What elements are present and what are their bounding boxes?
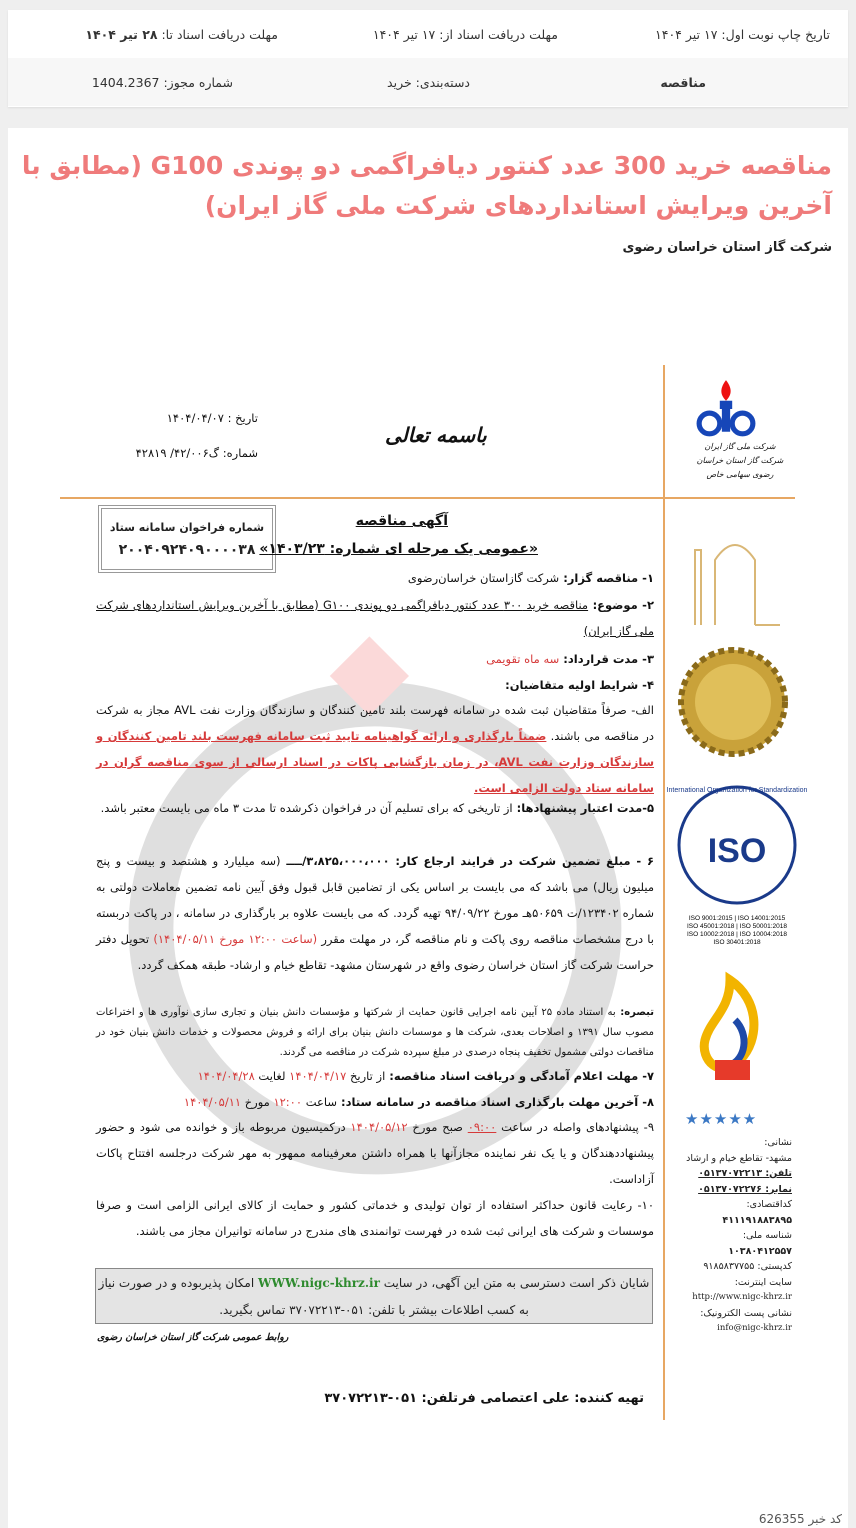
item-4-label: ۴- شرایط اولیه متقاضیان: (505, 678, 654, 692)
svg-text:ISO 9001:2015 | ISO 14001:2015: ISO 9001:2015 | ISO 14001:2015 (688, 915, 786, 922)
item-5 (96, 795, 654, 821)
date: ۱۴۰۴/۰۵/۱۱ (183, 1095, 242, 1109)
news-code: کد خبر 626355 (758, 1512, 842, 1526)
svg-text:International Organization for: International Organization for Standardization (666, 787, 808, 794)
national-id: ۱۰۳۸۰۴۱۲۵۵۷ (728, 1245, 792, 1257)
svg-text:ISO: ISO (707, 832, 767, 870)
company-name: شرکت گاز استان خراسان رضوی (622, 240, 832, 255)
time: ۰۹:۰۰ (467, 1120, 497, 1134)
setad-call-number-box (98, 505, 276, 573)
item-label: ۱- مناقصه گزار: (559, 571, 654, 585)
page-title: مناقصه خرید 300 عدد کنتور دیافراگمی دو پوندی G100 (مطابق با آخرین ویرایش استانداردهای شرکت ملی گاز ایران) (21, 151, 832, 220)
note-text: امکان پذیربوده و در صورت نیاز به کسب اطلاعات بیشتر با تلفن: ۰۵۱-۳۷۰۷۲۲۱۳ تماس بگیرید. (98, 1276, 529, 1317)
item-text: مورخ (241, 1095, 274, 1109)
item-label: ۶ - مبلغ تضمین شرکت در فرایند ارجاع کار: ۳،۸۲۵،۰۰۰،۰۰۰/ــــ (280, 854, 655, 868)
item-text: درکمیسیون مربوطه باز و خوانده می شود و حضور پیشنهاددهندگان و یا یک نفر نماینده مجازآنها با همراه داشتن معرفینامه ممهور به مهر شرکت درجلسه افتتاح پاکات آزاداست. (96, 1120, 654, 1186)
public-relations: روابط عمومی شرکت گاز استان خراسان رضوی (97, 1332, 289, 1343)
item-label: ۳- مدت قرارداد: (559, 652, 654, 666)
national-id-label: شناسه ملی: (742, 1230, 792, 1241)
shrine-icon (685, 520, 785, 630)
receive-to (85, 27, 278, 42)
category: دسته‌بندی: خرید (387, 74, 470, 90)
item-label: ۵-مدت اعتبار پیشنهادها: (512, 801, 654, 815)
preparer: تهیه کننده: علی اعتصامی فر (459, 1391, 644, 1406)
doc-date: تاریخ : ۱۴۰۴/۰۴/۰۷ (166, 411, 258, 425)
item-6 (96, 848, 654, 978)
item-label: ۸- آخرین مهلت بارگذاری اسناد مناقصه در سامانه ستاد: (337, 1095, 654, 1109)
tender-info-card (8, 10, 848, 107)
item-text: سه ماه تقویمی (486, 652, 560, 666)
receive-to-label: مهلت دریافت اسناد تا: (157, 26, 278, 42)
iso-badge-icon (666, 770, 808, 955)
time: ۱۲:۰۰ (273, 1095, 303, 1109)
address: مشهد- تقاطع خیام و ارشاد (686, 1152, 792, 1164)
economic-code: ۴۱۱۱۹۱۸۸۳۸۹۵ (722, 1214, 792, 1226)
item-deadline: (ساعت ۱۲:۰۰ مورخ ۱۴۰۴/۰۵/۱۱) (153, 932, 318, 946)
nigc-logo-icon (695, 378, 757, 440)
item-1 (96, 565, 654, 591)
fax: نمابر: ۰۵۱۳۷۰۷۲۲۷۶ (698, 1183, 792, 1195)
item-text: شرکت گازاستان خراسان‌رضوی (407, 571, 560, 585)
info-row-meta (8, 58, 848, 106)
item-text: صبح مورخ (407, 1120, 468, 1134)
item-text: ۹- پیشنهادهای واصله در ساعت (496, 1120, 655, 1134)
svg-text:ISO 10002:2018 | ISO 10004:201: ISO 10002:2018 | ISO 10004:2018 (687, 931, 787, 938)
doc-heading-number: «عمومی یک مرحله ای شماره: ۱۴۰۳/۲۳» (259, 541, 538, 557)
economic-code-label: کداقتصادی: (746, 1199, 792, 1210)
item-text: (سه میلیارد و هشتصد و بیست و پنج میلیون ریال) می باشد که می بایست بر اساس یکی از تضامین قابل قبول وفق آیین نامه تضمین معاملات دولتی به شماره ۱۲۳۴۰۲/ت ۵۰۶۵۹هـ مورخ ۹۴/۰۹/۲۲ تهیه گردد. که می بایست علاوه بر بارگذاری در سامانه ، در پاکت دربسته با درج مشخصات مناقصه روی پاکت و نام مناقصه گر، در مهلت مقرر (96, 854, 655, 946)
setad-label: شماره فراخوان سامانه ستاد (109, 521, 265, 534)
rating-stars: ★★★★★ (685, 1110, 758, 1128)
doc-heading: آگهی مناقصه (355, 513, 448, 529)
date-from: ۱۴۰۴/۰۴/۱۷ (289, 1069, 347, 1083)
date: ۱۴۰۴/۰۵/۱۲ (350, 1120, 408, 1134)
svg-text:ISO 30401:2018: ISO 30401:2018 (713, 939, 761, 946)
flame-award-icon (685, 970, 780, 1100)
receive-from: مهلت دریافت اسناد از: ۱۷ تیر ۱۴۰۴ (372, 26, 558, 42)
postal-code: کدپستی: ۹۱۸۵۸۳۷۷۵۵ (703, 1261, 792, 1272)
contact-note-box (95, 1268, 653, 1324)
item-10: ۱۰- رعایت قانون حداکثر استفاده از توان تولیدی و خدماتی کشور و حمایت از کالای ایرانی الزامی است و صرفا موسسات و شرکت های ایرانی ثبت شده در فهرست توانمندی های مندرج در سامانه توانیران مجاز می باشند. (96, 1198, 654, 1238)
logo-text-khrz: شرکت گاز استان خراسان رضوی سهامی خاص (696, 456, 784, 479)
item-8 (96, 1089, 654, 1115)
item-label: ۲- موضوع: (588, 598, 654, 612)
date-to: ۱۴۰۴/۰۴/۲۸ (197, 1069, 255, 1083)
item-text: مناقصه خرید ۳۰۰ عدد کنتور دیافراگمی دو پوندی G۱۰۰ (مطابق با آخرین ویرایش استانداردهای شرکت ملی گاز ایران) (96, 598, 654, 638)
tender-type: مناقصه (660, 74, 706, 90)
basmala: باسمه تعالی (385, 423, 487, 447)
receive-to-value: ۲۸ تیر ۱۴۰۴ (85, 26, 158, 42)
svg-text:ISO 45001:2018 | ISO 50001:201: ISO 45001:2018 | ISO 50001:2018 (687, 923, 787, 930)
item-9 (96, 1114, 654, 1192)
item-3 (96, 646, 654, 672)
investment-badge-icon (678, 640, 788, 765)
note-text: شایان ذکر است دسترسی به متن این آگهی، در سایت (379, 1276, 650, 1290)
item-text: الف- صرفاً متقاضیان ثبت شده در سامانه فهرست بلند تامین کنندگان و سازندگان وزارت نفت AVL مجاز به شرکت در مناقصه می باشند. (96, 703, 654, 743)
email-label: نشانی پست الکترونیک: (700, 1307, 792, 1319)
note-text: به استناد ماده ۲۵ آیین نامه اجرایی قانون حمایت از شرکتها و مؤسسات دانش بنیان و تجاری سازی نوآوری ها و اختراعات مصوب سال ۱۳۹۱ و اصلاحات بعدی، شرکت ها و موسسات دانش بنیان برای ارائه و فروش محصولات و خدمات دانش بنیان خود در مناقصات دولتی مشمول تخفیف پنجاه درصدی در مبلغ سپرده شرکت در مناقصه می گردند. (96, 1007, 654, 1058)
item-7 (96, 1063, 654, 1089)
address-label: نشانی: (764, 1137, 792, 1148)
preparer-phone: تلفن: ۰۵۱-۳۷۰۷۲۲۱۳ (324, 1391, 458, 1406)
website-label: سایت اینترنت: (734, 1276, 792, 1288)
logo-text-nigc: شرکت ملی گاز ایران (704, 442, 776, 451)
item-2 (96, 592, 654, 644)
info-row-dates (8, 10, 848, 58)
contact-sidebar (672, 1135, 792, 1337)
phone: تلفن: ۰۵۱۳۷۰۷۲۲۱۳ (698, 1168, 792, 1179)
note-label: تبصره: (615, 1007, 655, 1018)
print-date: تاریخ چاپ نوبت اول: ۱۷ تیر ۱۴۰۴ (655, 26, 830, 42)
item-text: ساعت (302, 1095, 337, 1109)
website-link[interactable]: WWW.nigc-khrz.ir (258, 1276, 380, 1290)
item-text: لغایت (254, 1069, 290, 1083)
item-text: از تاریخ (346, 1069, 386, 1083)
item-highlight: ضمناً بارگذاری و ارائه گواهینامه تایید ثبت سامانه فهرست بلند تامین کنندگان و سازندگان وزارت نفت AVL، در زمان بازگشایی پاکات در اسناد ارسالی از سوی مناقصه گران در سامانه ستاد دولت الزامی است. (96, 729, 655, 795)
vertical-divider (663, 365, 665, 1420)
email-link[interactable]: info@nigc-khrz.ir (717, 1323, 792, 1333)
item-text: از تاریخی که برای تسلیم آن در فراخوان ذکرشده تا مدت ۳ ماه می بایست معتبر باشد. (100, 801, 513, 815)
doc-number: شماره: گ۴۲/۰۰۶/ ۴۲۸۱۹ (135, 446, 258, 460)
license-number: شماره مجوز: 1404.2367 (91, 74, 233, 90)
website-link[interactable]: http://www.nigc-khrz.ir (692, 1292, 792, 1302)
setad-number: ۲۰۰۴۰۹۲۴۰۹۰۰۰۰۳۸ (118, 542, 256, 558)
item-4-text (96, 697, 654, 801)
note (96, 1003, 654, 1063)
horizontal-divider (60, 497, 795, 499)
item-label: ۷- مهلت اعلام آمادگی و دریافت اسناد مناقصه: (385, 1069, 654, 1083)
item-text: تحویل دفتر حراست شرکت گاز استان خراسان رضوی واقع در شهرستان مشهد- تقاطع خیام و ارشاد- طبقه همکف گردد. (96, 932, 654, 972)
